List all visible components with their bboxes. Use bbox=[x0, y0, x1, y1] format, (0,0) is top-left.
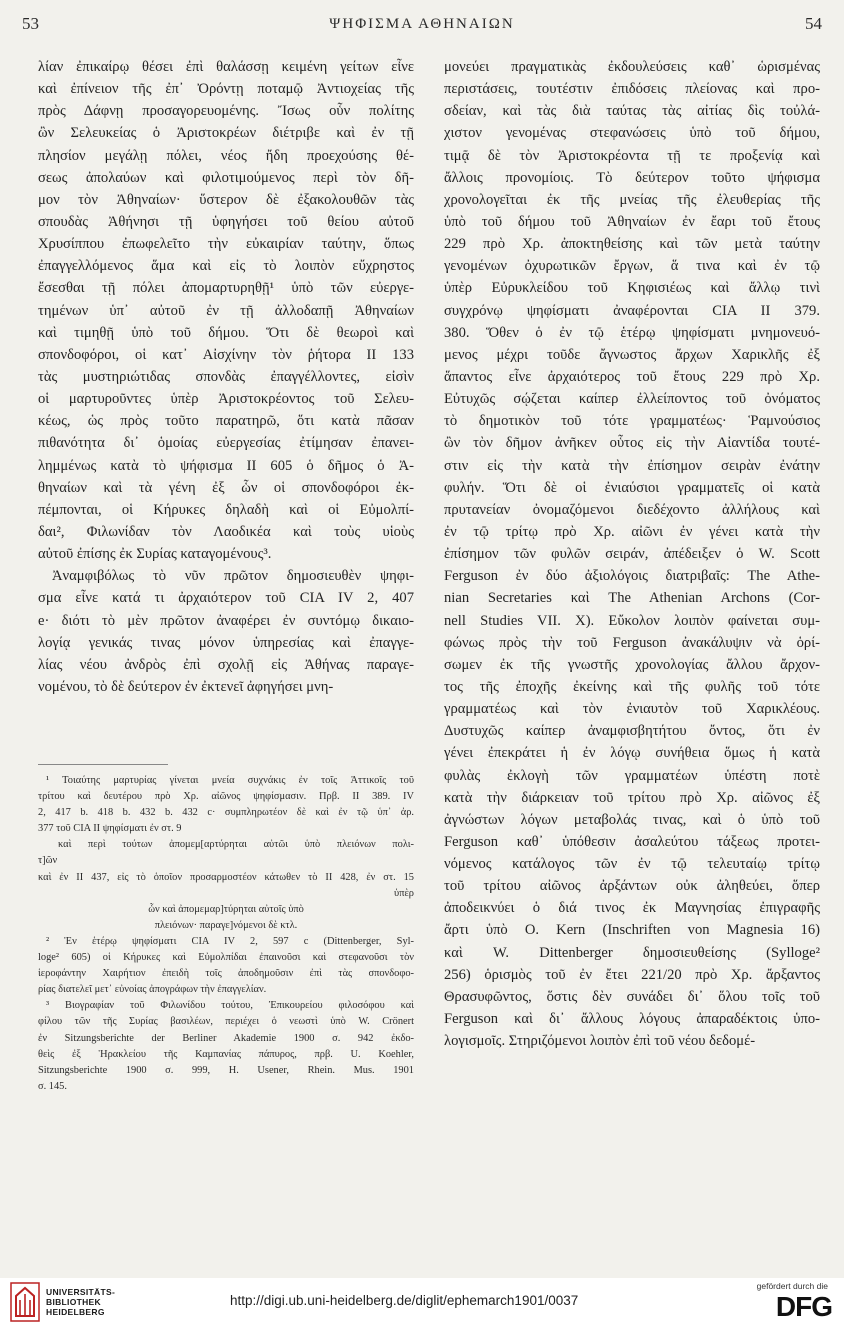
footnote-line: τρίτου καὶ δευτέρου πρὸ Χρ. αἰῶνος ψηφίσμασιν. Πρβ. II 389. IV bbox=[38, 791, 414, 803]
text-line: φυλὰς ἐκλογὴ τῶν γραμματέων ὑπέστη ποτὲ bbox=[444, 767, 820, 784]
text-line: Ferguson καὶ δι᾽ ἄλλους λόγους ἀπαραδέκτοις ὑπο- bbox=[444, 1011, 820, 1028]
text-line: e· διότι τὸ μὲν πρῶτον ἀναφέρει ἐν συντόμῳ δικαιο- bbox=[38, 612, 414, 629]
text-line: κατὰ τὴν διάρκειαν τοῦ τρίτου πρὸ Χρ. αἰῶνος ἐξ bbox=[444, 789, 820, 806]
text-line: φώνως πρὸς τὴν τοῦ Ferguson ἀνακάλυψιν νὰ ὁρί- bbox=[444, 634, 820, 651]
footnote-rule bbox=[38, 764, 168, 765]
text-line: χιστον γενομένας στεφανώσεις ὑπὸ τοῦ δήμου, bbox=[444, 125, 820, 142]
right-column bbox=[444, 56, 820, 1052]
text-line: πρὸς Δάφνῃ προσαγορευομένης. Ἴσως οὗν πολίτης bbox=[38, 103, 414, 120]
text-line: τὰς μυστηριώτιδας σπονδὰς ἐπαγγέλλοντες, εἰσὶν bbox=[38, 368, 414, 385]
text-line: λογισμοῖς. Στηριζόμενοι λοιπὸν ἐπὶ τοῦ νέου δεδομέ- bbox=[444, 1033, 756, 1050]
text-line: σπουδὰς Ἀθήνησι τῇ ὑφηγήσει τοῦ θείου αὐτοῦ bbox=[38, 213, 414, 230]
university-seal-icon bbox=[10, 1282, 40, 1322]
text-line: ὢν τὸν δῆμον ἀνῆκεν οὗτος εἰς τὴν Αἰαντίδα τουτέ- bbox=[444, 435, 820, 452]
text-line: κέως, ὡς πρὸς τοῦτο παρατηρῶ, ὅτι κατὰ πᾶσαν bbox=[38, 413, 414, 430]
text-line: γενομένων ὀχυρωτικῶν ἔργων, ἅ τινα καὶ ἐν τῷ bbox=[444, 258, 820, 275]
text-line: ὢν Σελευκείας ὁ Ἀριστοκρέων διέτριβε καὶ ἐν τῇ bbox=[38, 125, 414, 142]
text-line: Ἀναμφιβόλως τὸ νῦν πρῶτον δημοσιευθὲν ψηφι- bbox=[52, 568, 414, 585]
left-column bbox=[38, 56, 414, 698]
footnote-line: πλειόνων· παραγε]νόμενοι δὲ κτλ. bbox=[154, 919, 298, 931]
text-line: σεως ἀπολαύων καὶ φιλοτιμούμενος περὶ τὸν δῆ- bbox=[38, 169, 414, 186]
footnote-line: καὶ ἐν II 437, εἰς τὸ ὁποῖον προσαρμοστέον κάτωθεν τὸ II 428, ἐν στ. 15 bbox=[38, 871, 414, 883]
footnote-line: 2, 417 b. 418 b. 432 b. 432 c· συμπληρωτέον δὲ καὶ ἐν τῷ ὑπ᾽ ἀρ. bbox=[38, 807, 414, 819]
text-line: ὑπὲρ Εὐρυκλείδου τοῦ Κηφισιέως καὶ ἄλλῳ τινὶ bbox=[444, 280, 820, 297]
text-line: Ferguson ἐν δύο ἀξιολόγοις διατριβαῖς: The Athe- bbox=[444, 568, 820, 585]
text-line: λίας νέου ἀνδρὸς ἐπὶ σχολῇ εἰς Ἀθήνας παραγε- bbox=[38, 656, 414, 673]
footer-bar bbox=[0, 1278, 844, 1326]
text-line: πρυτανείαν ὀνομαζόμενοι διεδέχοντο ἀλλήλους καὶ bbox=[444, 501, 820, 518]
text-line: λημμένως κατὰ τὸ ψήφισμα II 605 ὁ δῆμος ὁ Ἀ- bbox=[38, 457, 414, 474]
footnote-line: ὑπὲρ bbox=[394, 887, 414, 899]
footnote-line: ἐν Sitzungsberichte der Berliner Akademie 1900 σ. 942 ἐκδο- bbox=[38, 1032, 414, 1044]
text-line: ἀποδεικνύει ὁ διά τινος ἐκ Μαγνησίας ἐπιγραφῆς bbox=[444, 900, 820, 917]
dfg-logo: DFG bbox=[775, 1291, 832, 1322]
running-head bbox=[22, 14, 822, 42]
text-line: σμα εἶνε κατά τι ἀρχαιότερον τοῦ CIA IV 2, 407 bbox=[38, 590, 414, 607]
text-line: Θρασυφῶντος, ὅστις δὲν συνάδει δι᾽ ὅλου τοῖς τοῦ bbox=[444, 988, 820, 1005]
footnote-line: ὧν καὶ ἀπομεμαρ]τύρηται αὐτοῖς ὑπὸ bbox=[148, 903, 304, 915]
permalink[interactable]: http://digi.ub.uni-heidelberg.de/diglit/ephemarch1901/0037 bbox=[230, 1293, 579, 1308]
text-line: ἐπαγγελλόμενος ἅμα καὶ εἰς τὸ λοιπὸν εὔχρηστος bbox=[38, 258, 414, 275]
text-line: νόμενος κατάλογος τῶν ἐν τῷ τελευταίῳ τρίτῳ bbox=[444, 856, 820, 873]
footnote-line: σ. 145. bbox=[38, 1080, 67, 1092]
text-line: δαι², Φιλωνίδαν τὸν Λαοδικέα καὶ τοὺς υἱοὺς bbox=[38, 523, 414, 540]
text-line: ἅπαντος εἶνε ἀρχαιότερος τοῦ ἔτους 229 πρὸ Χρ. bbox=[444, 368, 820, 385]
footnote-line: 377 τοῦ CIA II ψηφίσματι ἐν στ. 9 bbox=[38, 823, 182, 835]
footnote-line: Sitzungsberichte 1900 σ. 999, H. Usener, Rhein. Mus. 1901 bbox=[38, 1064, 414, 1076]
text-line: καὶ W. Dittenberger δημοσιευθείσης (Sylloge² bbox=[444, 944, 820, 961]
text-line: ὑπὸ τοῦ δήμου τοῦ Ἀθηναίων ἐν ἔαρι τοῦ ἔτους bbox=[444, 213, 820, 230]
text-line: πέμπονται, οἱ Κήρυκες δηλαδὴ καὶ οἱ Εὐμολπί- bbox=[38, 501, 414, 518]
text-line: γένει ἐπεκράτει ἡ ἐν λόγῳ συνήθεια ὅμως ἡ κατὰ bbox=[444, 745, 820, 762]
footnote-line: ³ Βιογραφίαν τοῦ Φιλωνίδου τούτου, Ἐπικουρείου φιλοσόφου καὶ bbox=[46, 1000, 414, 1012]
text-line: nell Studies VII. X). Εὔκολον λοιπὸν φαίνεται συμ- bbox=[444, 612, 820, 629]
text-line: πιθανότητα δι᾽ ὁμοίας εὐεργεσίας ἐτίμησαν ἐπανει- bbox=[38, 435, 414, 452]
text-line: σωμεν ἐκ τῆς γνωστῆς χρονολογίας ἄλλου ἄρχον- bbox=[444, 656, 820, 673]
text-line: μονεύει πραγματικὰς ἐκδουλεύσεις καθ᾽ ὡρισμένας bbox=[444, 59, 820, 75]
text-line: ἐν τῷ τρίτῳ πρὸ Χρ. αἰῶνι ἐν γένει κατὰ τὴν bbox=[444, 523, 820, 540]
footnote-line: καὶ περὶ τούτων ἀπομεμ[αρτύρηται αὐτῶι ὑπὸ πλειόνων πολι- bbox=[58, 839, 414, 851]
footnotes bbox=[38, 764, 414, 1095]
page-number-right: 54 bbox=[805, 14, 822, 33]
page-number-left: 53 bbox=[22, 14, 39, 33]
text-line: αὐτοῦ ἐπίσης ἐκ Συρίας καταγομένους³. bbox=[38, 546, 272, 563]
running-title: ΨΗΦΙΣΜΑ ΑΘΗΝΑΙΩΝ bbox=[329, 16, 515, 32]
footnote-line: ρίας διατελεῖ μετ᾽ εὐνοίας ἀπογράφων τὴν ἐπαγγελίαν. bbox=[38, 984, 267, 996]
library-name: UNIVERSITÄTS- BIBLIOTHEK HEIDELBERG bbox=[46, 1287, 116, 1317]
footnote-line: ² Ἐν ἑτέρῳ ψηφίσματι CIA IV 2, 597 c (Dittenberger, Syl- bbox=[46, 935, 414, 947]
footnote-line: ἱεροφάντην Χαιρήτιον ἐπειδὴ τοῖς ἀποδημοῦσιν ἐπὶ τὰς σπονδοφο- bbox=[38, 968, 414, 980]
text-line: γραμματέως καὶ τὸν ἐνιαυτὸν τοῦ Χαρικλέους. bbox=[444, 701, 820, 718]
text-line: καὶ τιμηθῇ ὑπὸ τοῦ δήμου. Ὅτι δὲ θεωροὶ καὶ bbox=[38, 324, 414, 341]
text-line: οἱ μαρτυροῦντες ὑπὲρ Ἀριστοκρέοντος τοῦ Σελευ- bbox=[38, 391, 414, 408]
text-line: τημένων ὑπ᾽ αὐτοῦ ἐν τῇ ἀλλοδαπῇ Ἀθηναίων bbox=[38, 302, 414, 319]
footnote-line: φίλου τῶν τῆς Συρίας βασιλέων, περιέχει ὁ νεωστὶ ὑπὸ W. Crönert bbox=[38, 1016, 414, 1028]
footnote-line: ¹ Τοιαύτης μαρτυρίας γίνεται μνεία συχνάκις ἐν τοῖς Ἀττικοῖς τοῦ bbox=[46, 775, 414, 786]
text-line: ἐπίσημον τῶν φυλῶν σειράν, ἀπέδειξεν ὁ W. Scott bbox=[444, 546, 820, 563]
text-line: nian Secretaries καὶ The Athenian Archons (Cor- bbox=[444, 590, 820, 607]
funding-label: gefördert durch die bbox=[756, 1281, 828, 1291]
text-line: μον τὸν Ἀθηναίων· ὕστερον δὲ ἐξακολουθῶν τὰς bbox=[38, 191, 414, 208]
text-line: λίαν ἐπικαίρῳ θέσει ἐπὶ θαλάσσῃ κειμένη γείτων εἶνε bbox=[38, 59, 414, 75]
text-line: Εὐτυχῶς σῴζεται καίπερ ἐλλείποντος τοῦ ὀνόματος bbox=[444, 391, 820, 408]
text-line: φυλήν. Ὅτι δὲ οἱ ἐνιαύσιοι γραμματεῖς οἱ κατὰ bbox=[444, 479, 820, 496]
text-line: 380. Ὅθεν ὁ ἐν τῷ ἑτέρῳ ψηφίσματι μνημονευό- bbox=[444, 324, 820, 341]
text-line: 256) ὁρισμὸς τοῦ ἐν ἔτει 221/20 πρὸ Χρ. ἄρξαντος bbox=[444, 966, 820, 983]
text-line: τιμᾷ δὲ τὸν Ἀριστοκρέοντα τῇ τε προξενίᾳ καὶ bbox=[444, 147, 820, 164]
text-line: περιστάσεις, τουτέστιν ἐπιδόσεις πλείονας καὶ προ- bbox=[444, 81, 820, 98]
text-line: νομένου, τὸ δὲ δεύτερον ἐν ἐκτενεῖ ἀφηγήσει μνη- bbox=[38, 678, 334, 695]
footnote-line: θεὶς ἐξ Ἡρακλείου τῆς Καμπανίας πάπυρος, πρβ. U. Koehler, bbox=[38, 1048, 414, 1060]
text-line: λογίᾳ γενικάς τινας μόνον ὑπηρεσίας καὶ ἐπαγγε- bbox=[38, 634, 414, 651]
text-line: τοῦ τρίτου αἰῶνος ἀρξάντων οὐκ ἀληθεύει, ὅπερ bbox=[444, 878, 820, 895]
text-line: Ferguson καθ᾽ ὑπόθεσιν ἀσαλεύτου τάξεως προτει- bbox=[444, 833, 820, 850]
text-line: τος τῆς ἐποχῆς ἐκείνης καὶ τῆς φυλῆς τοῦ τότε bbox=[444, 678, 820, 695]
text-line: πλησίον μεγάλῃ πόλει, νέος ἤδη προεχούσης θέ- bbox=[38, 147, 414, 164]
text-line: Δυστυχῶς καίπερ ἀναμφισβητήτου ὄντος, ὅτι ἐν bbox=[444, 723, 820, 740]
footnote-line: loge² 605) οἱ Κήρυκες καὶ Εὐμολπίδαι ἐπαινοῦσι καὶ στεφανοῦσι τὸν bbox=[38, 952, 414, 964]
text-line: θηναίων καὶ τὰ γένη ἐξ ὧν οἱ σπονδοφόροι ἐκ- bbox=[38, 479, 414, 496]
text-line: ἄλλοις προνομίοις. Τὸ δεύτερον τοῦτο ψήφισμα bbox=[444, 169, 820, 186]
text-line: ἔσεσθαι τῇ πόλει ἀπομαρτυρηθῇ¹ ὑπὸ τῶν εὐεργε- bbox=[38, 280, 414, 297]
text-line: σπονδοφόροι, οἱ κατ᾽ Αἰσχίνην τὸν ῥήτορα II 133 bbox=[38, 346, 414, 363]
text-line: 229 πρὸ Χρ. ἀποκτηθείσης καὶ τῶν μετὰ ταύτην bbox=[444, 236, 820, 253]
text-line: ἀγνώστων λόγων μεταβολάς τινας, καὶ ὁ ὑπὸ τοῦ bbox=[444, 811, 820, 828]
text-line: στιν εἰς τὴν κατὰ τὴν ἐπίσημον σειρὰν ἐνάτην bbox=[444, 457, 820, 474]
text-line: χρονολογεῖται ἐκ τῆς μνείας τῆς ἐλευθερίας τῆς bbox=[444, 191, 820, 208]
text-line: ἄρτι ὑπὸ O. Kern (Inschriften von Magnesia 16) bbox=[444, 922, 820, 939]
text-line: καὶ ἐπίνειον τῆς ἐπ᾽ Ὀρόντῃ ποταμῷ Ἀντιοχείας τῆς bbox=[38, 81, 414, 98]
text-line: Χρυσίππου ἐπωφελεῖτο τὴν εὐκαιρίαν ταύτην, ὅπως bbox=[38, 236, 414, 253]
text-line: μενος μέχρι τοῦδε ἄγνωστος ἄρχων Χαρικλῆς ἐξ bbox=[444, 346, 820, 363]
text-line: συγχρόνῳ ψηφίσματι ἀναφέρονται CIA II 379. bbox=[444, 302, 820, 319]
footnote-line: τ]ῶν bbox=[38, 855, 58, 867]
text-line: τὸ δημοτικὸν τοῦ τότε γραμματέως· Ῥαμνούσιος bbox=[444, 413, 820, 430]
text-line: σδείαν, καὶ τὰς διὰ ταύτας τὰς αἰτίας δὶς τοὐλά- bbox=[444, 103, 820, 120]
